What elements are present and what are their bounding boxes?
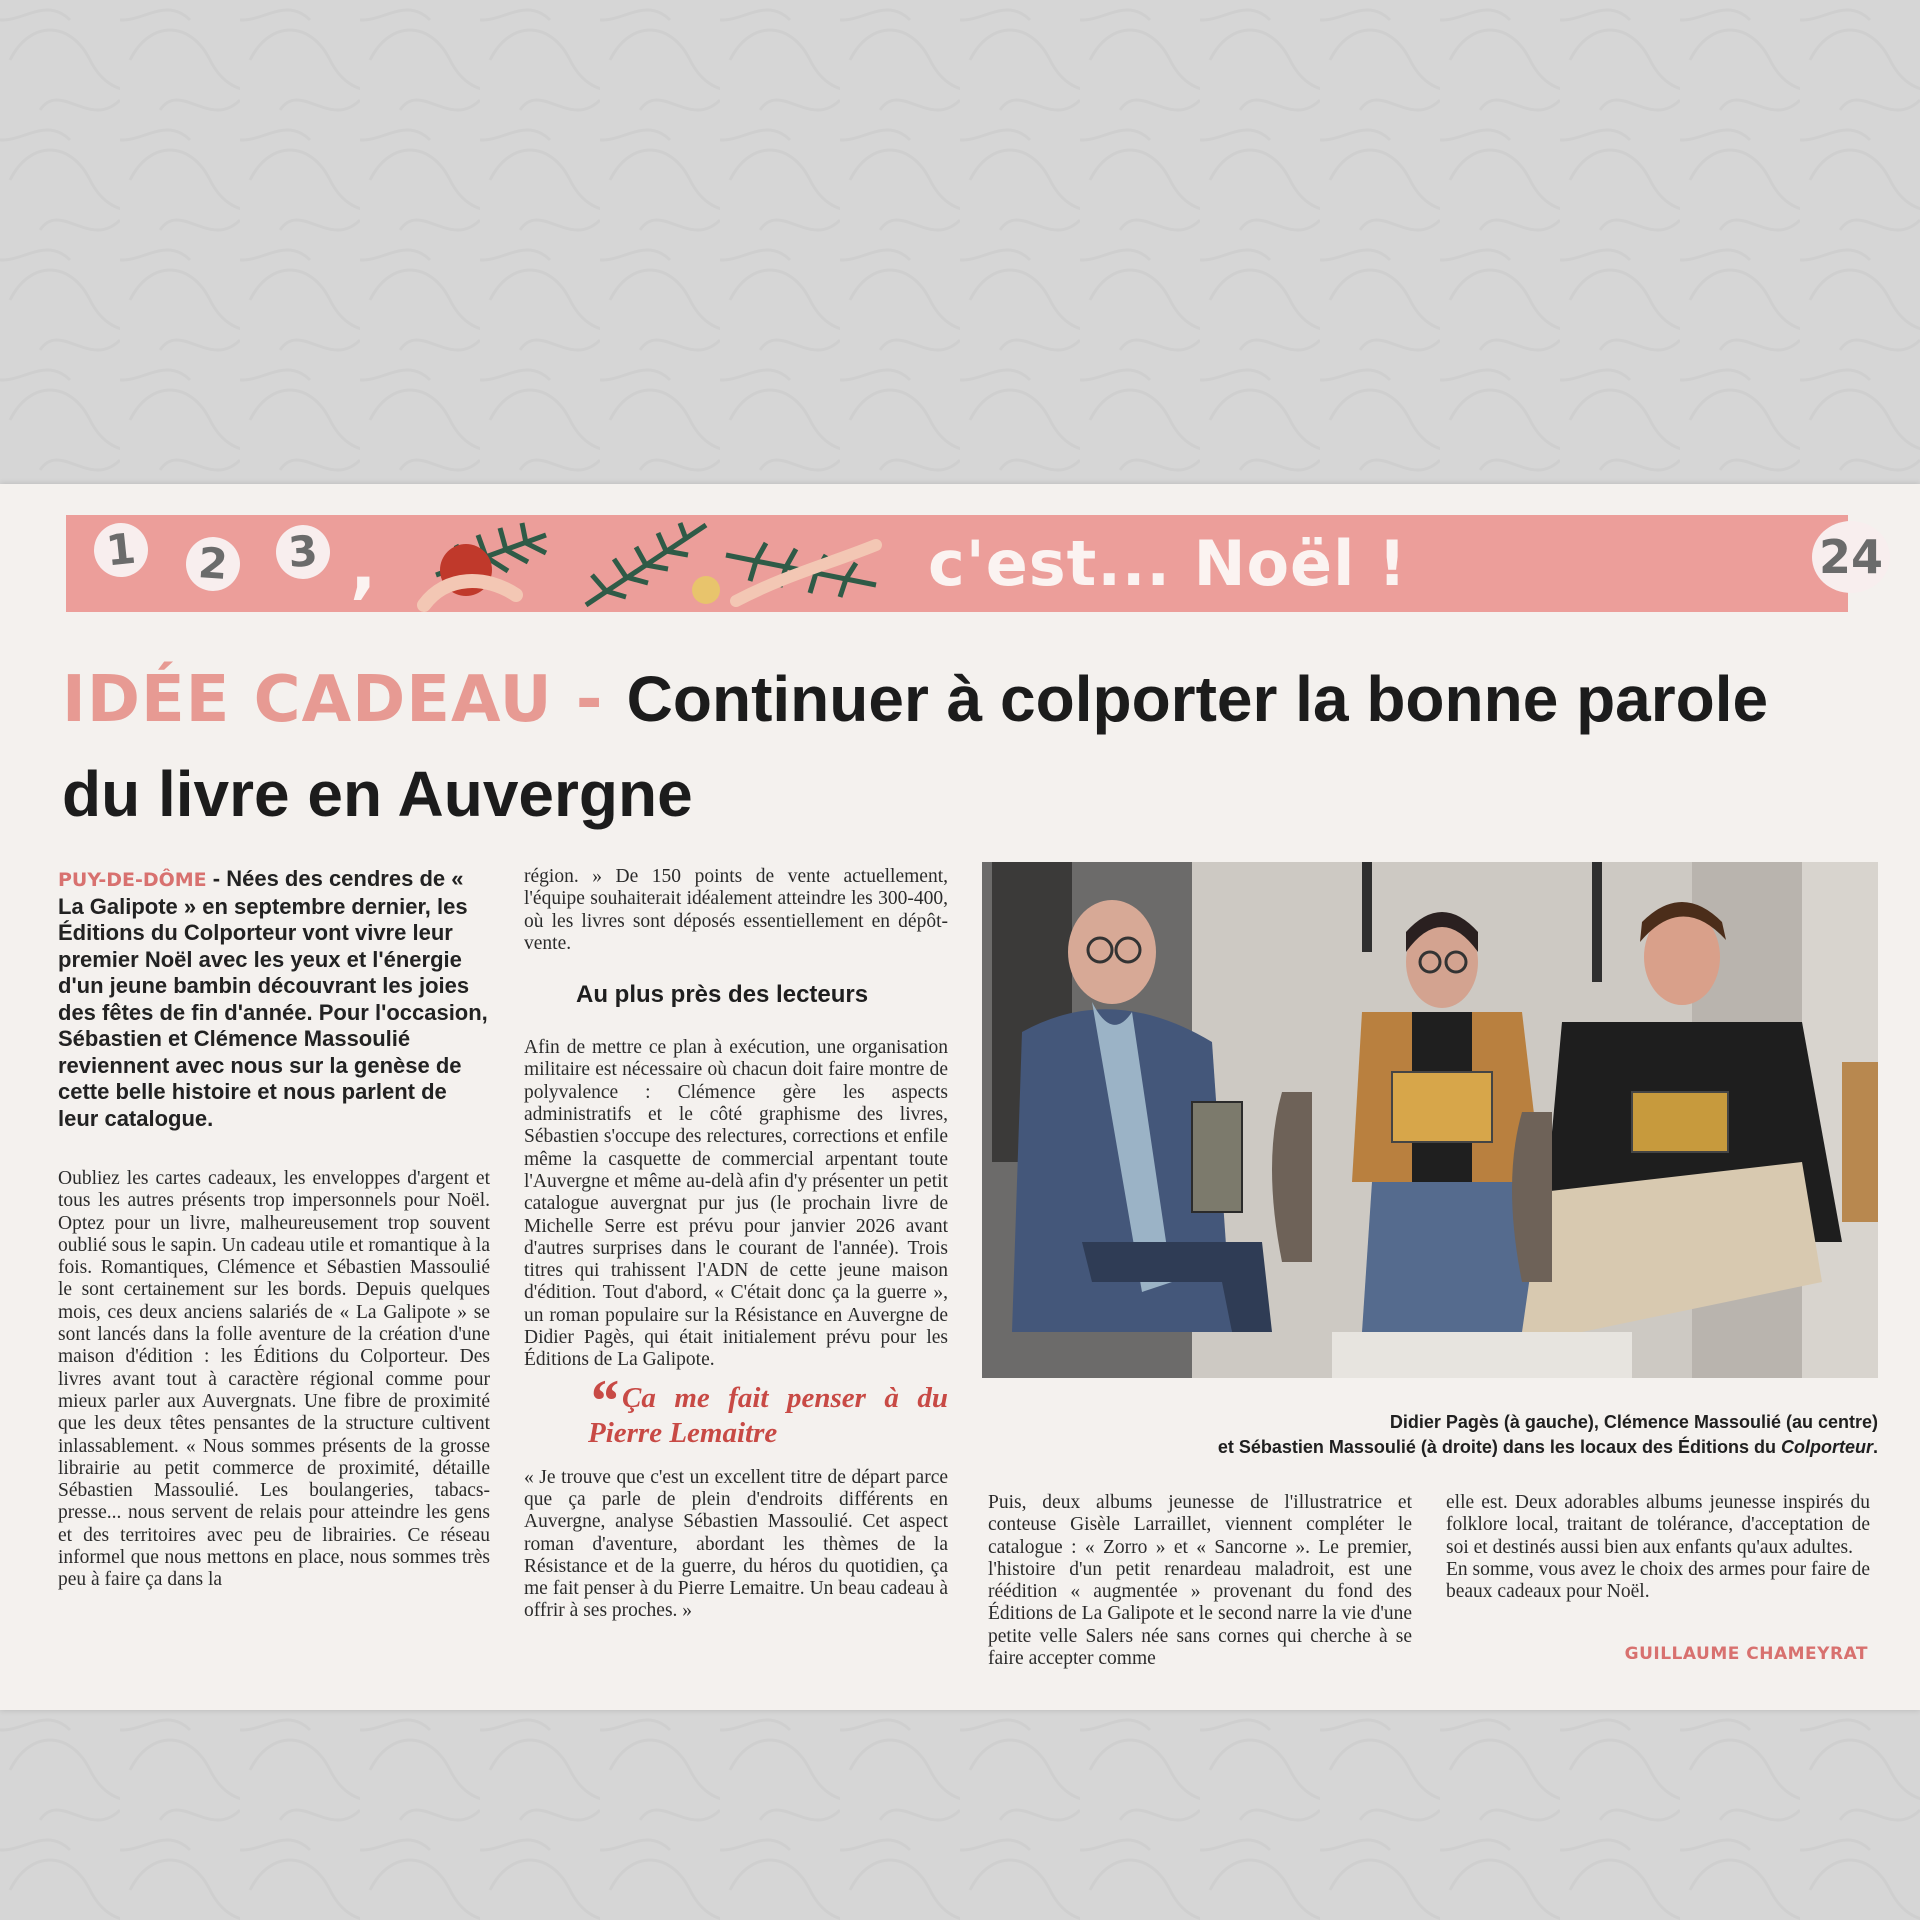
headline-separator: - [552, 663, 627, 737]
headline-kicker: IDÉE CADEAU [62, 663, 553, 737]
hand-illustration-right [736, 545, 876, 601]
banner-number-3: 3 [274, 523, 332, 581]
body-paragraph: Afin de mettre ce plan à exécution, une organisation militaire est nécessaire où chacun doit faire montre de polyvalence : Clémence gère les aspects administratifs et le côté graphisme des livres, Sébastien s'occupe des relectures, corrections et enfile même la casquette de commercial arpentant toute l'Auvergne et même au-delà afin d'y présenter un petit catalogue auvergnat pur jus (le prochain livre de Michelle Serre est prévu pour janvier 2026 avant d'autres surprises dans le courant de l'année). Trois titres qui trahissent l'ADN de cette jeune maison d'édition. Tout d'abord, « C'était donc ça la guerre », un roman populaire sur la Résistance en Auvergne de Didier Pagès, qui était initialement prévu pour les Éditions de La Galipote. [524, 1037, 948, 1371]
body-paragraph: « Je trouve que c'est un excellent titre de départ parce que ça parle de plein d'endroits différents en Auvergne, analyse Sébastien Massoulié. Cet aspect roman d'aventure, abordant les thèmes de la Résistance et de la guerre, du héros du quotidien, ça me fait penser à du Pierre Lemaitre. Un beau cadeau à offrir à ses proches. » [524, 1466, 948, 1622]
body-paragraph: elle est. Deux adorables albums jeunesse inspirés du folklore local, traitant de tolérance, d'acceptation de soi et destinés aussi bien aux enfants qu'aux adultes. [1446, 1492, 1870, 1558]
lede-location: PUY-DE-DÔME [58, 869, 207, 891]
article-column-1 [58, 866, 490, 1592]
christmas-banner [66, 515, 1883, 612]
fir-branches-illustration [406, 515, 926, 612]
photo-caption [1000, 1410, 1878, 1460]
section-subhead: Au plus près des lecteurs [576, 981, 869, 1009]
caption-line-2-text: et Sébastien Massoulié (à droite) dans les locaux des Éditions du [1217, 1437, 1781, 1457]
caption-line-2-end: . [1872, 1437, 1878, 1457]
lede-separator: - [206, 866, 227, 891]
body-paragraph: région. » De 150 points de vente actuellement, l'équipe souhaiterait idéalement atteindre les 300-400, où les livres sont déposés essentiellement en dépôt-vente. [524, 866, 948, 954]
pull-quote [588, 1367, 948, 1449]
caption-line-2 [1000, 1435, 1878, 1460]
banner-number-1: 1 [91, 520, 150, 579]
body-paragraph: Oubliez les cartes cadeaux, les enveloppes d'argent et tous les autres présents trop impersonnels pour Noël. Optez pour un livre, malheureusement trop souvent oublié sous le sapin. Un cadeau utile et romantique à la fois. Romantiques, Clémence et Sébastien Massoulié le sont certainement sur les bords. Depuis quelques mois, ces deux anciens salariés de « La Galipote » se sont lancés dans la folle aventure de la création d'une maison d'édition : les Éditions du Colporteur. Des livres avant tout à caractère régional comme pour mieux parler aux Auvergnats. Une fibre de proximité que les deux têtes pensantes de la structure cultivent inlassablement. « Nous sommes présents de la grosse librairie au petit commerce de proximité, détaille Sébastien Massoulié. Les boulangeries, tabacs- presse... nous servent de relais pour atteindre les gens et des territoires avec peu de librairies. Ce réseau informel que nous mettons en place, nous sommes très peu à faire ça dans la [58, 1168, 490, 1591]
lede-text: Nées des cendres de « La Galipote » en septembre dernier, les Éditions du Colporteur vont vivre leur premier Noël avec les yeux et l'énergie d'un jeune bambin découvrant les joies des fêtes de fin d'année. Pour l'occasion, Sébastien et Clémence Massoulié reviennent avec nous sur la genèse de cette belle histoire et nous parlent de leur catalogue. [58, 866, 488, 1131]
banner-comma: , [350, 525, 377, 607]
gold-bauble-icon [692, 576, 720, 604]
headline-title: Continuer à colporter la bonne parole du livre en Auvergne [62, 663, 1769, 830]
body-paragraph: En somme, vous avez le choix des armes pour faire de beaux cadeaux pour Noël. [1446, 1558, 1870, 1603]
background-pattern-top [0, 0, 1920, 484]
article-column-2 [524, 866, 948, 1623]
banner-title: c'est... Noël ! [928, 527, 1408, 600]
author-byline: GUILLAUME CHAMEYRAT [1624, 1644, 1868, 1664]
article-headline [62, 652, 1802, 841]
article-column-4 [1446, 1492, 1870, 1603]
caption-line-1: Didier Pagès (à gauche), Clémence Massoulié (au centre) [1389, 1412, 1878, 1432]
quote-mark-icon: “ [588, 1367, 618, 1434]
page-number-badge: 24 [1812, 521, 1890, 593]
photo-three-people-with-books [982, 862, 1878, 1378]
background-pattern-bottom [0, 1710, 1920, 1920]
article-photo [982, 862, 1878, 1378]
pull-quote-text: Ça me fait penser à du Pierre Lemaitre [588, 1381, 948, 1449]
article-column-3 [988, 1492, 1412, 1670]
caption-italic-name: Colporteur [1780, 1437, 1873, 1457]
banner-number-2: 2 [184, 535, 242, 593]
body-paragraph: Puis, deux albums jeunesse de l'illustratrice et conteuse Gisèle Larraillet, viennent compléter le catalogue : « Zorro » et « Sancorne ». Le premier, l'histoire d'un petit renardeau maladroit, est une réédition « augmentée » provenant du fond des Éditions de La Galipote et le second narre la vie d'une petite velle Salers née sans cornes qui cherche à se faire accepter comme [988, 1492, 1412, 1670]
article-lede [58, 866, 490, 1132]
